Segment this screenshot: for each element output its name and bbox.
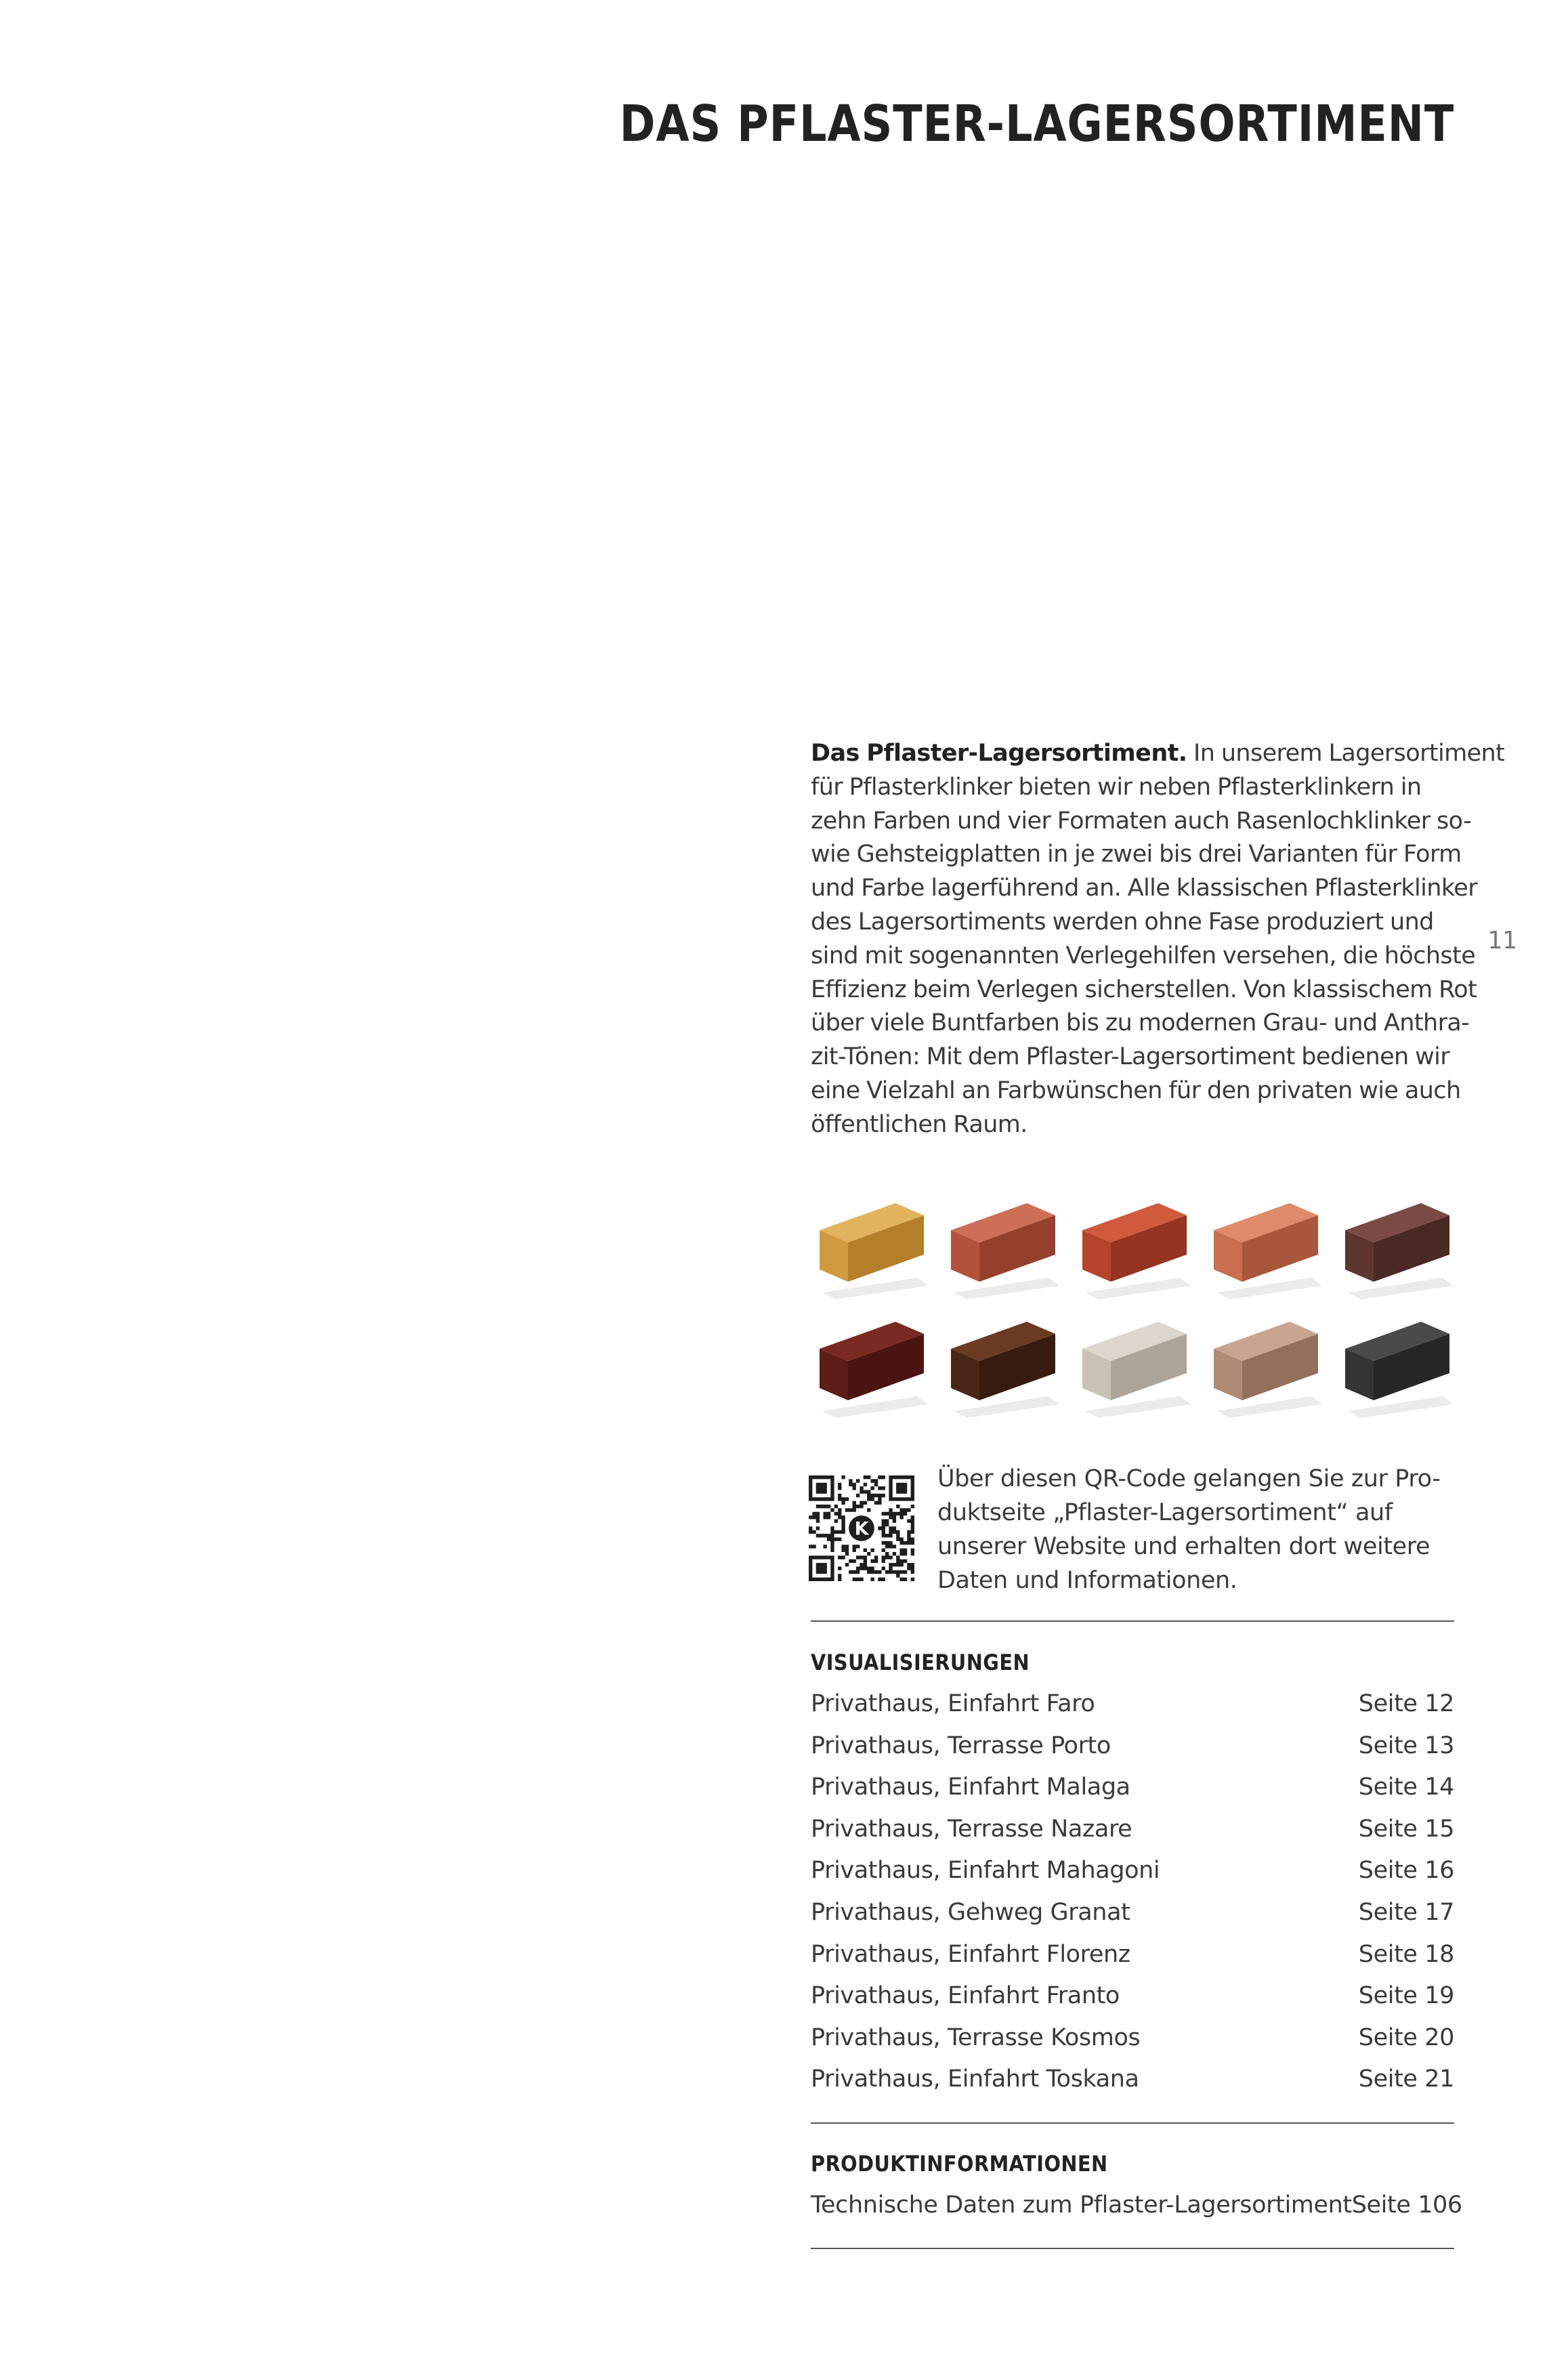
intro-lead: Das Pflaster-Lagersortiment. xyxy=(811,740,1187,767)
qr-finder-inner xyxy=(816,1563,827,1574)
brick-shadow-face xyxy=(1348,1278,1454,1299)
toc-label: Privathaus, Terrasse Kosmos xyxy=(811,2024,1141,2051)
brick-swatch xyxy=(1332,1186,1463,1304)
brick-shadow-face xyxy=(1216,1396,1322,1418)
brick-shadow-face xyxy=(1348,1396,1454,1418)
toc-row[interactable] xyxy=(811,2189,1462,2231)
visualisierungen-list xyxy=(811,1687,1454,2105)
intro-line: zehn Farben und vier Formaten auch Rasenlochklinker so- xyxy=(811,807,1472,835)
divider xyxy=(811,2122,1454,2124)
qr-finder-inner xyxy=(816,1483,827,1494)
intro-line-1 xyxy=(811,737,1505,771)
brick-shadow-face xyxy=(822,1396,928,1418)
toc-label: Privathaus, Terrasse Nazare xyxy=(811,1815,1132,1843)
brick-swatch-graphic xyxy=(1341,1316,1454,1418)
brick-swatch xyxy=(1200,1304,1332,1423)
toc-label: Privathaus, Gehweg Granat xyxy=(811,1898,1130,1926)
brick-shadow-face xyxy=(1085,1278,1191,1299)
toc-label: Privathaus, Einfahrt Franto xyxy=(811,1982,1120,2010)
qr-logo-letter: K xyxy=(854,1518,869,1540)
brick-swatch xyxy=(937,1304,1069,1423)
qr-description-line: Über diesen QR-Code gelangen Sie zur Pro- xyxy=(937,1465,1441,1492)
brick-shadow-face xyxy=(954,1396,1059,1418)
brick-swatch-graphic xyxy=(1210,1198,1322,1299)
brick-swatch-graphic xyxy=(815,1316,928,1418)
intro-line: des Lagersortiments werden ohne Fase produziert und xyxy=(811,908,1434,936)
toc-page: Seite 19 xyxy=(1358,1982,1454,2010)
toc-row[interactable] xyxy=(811,2021,1454,2063)
intro-line: Effizienz beim Verlegen sicherstellen. Von klassischem Rot xyxy=(811,976,1477,1003)
toc-page: Seite 14 xyxy=(1358,1774,1454,1801)
toc-label: Privathaus, Einfahrt Florenz xyxy=(811,1940,1130,1968)
brick-swatch xyxy=(806,1186,937,1304)
toc-page: Seite 21 xyxy=(1358,2066,1454,2093)
brick-swatch xyxy=(1332,1304,1463,1423)
brick-swatch-graphic xyxy=(815,1198,928,1299)
toc-row[interactable] xyxy=(811,1729,1454,1771)
brick-swatch xyxy=(1069,1186,1200,1304)
intro-line: öffentlichen Raum. xyxy=(811,1110,1027,1138)
toc-label: Technische Daten zum Pflaster-Lagersortiment xyxy=(811,2192,1352,2219)
qr-description-line: duktseite „Pflaster-Lagersortiment“ auf xyxy=(937,1499,1393,1526)
qr-description xyxy=(937,1462,1466,1597)
intro-text: In unserem Lagersortiment xyxy=(1187,740,1505,767)
qr-finder-inner xyxy=(896,1483,907,1494)
qr-description-line: unserer Website und erhalten dort weitere xyxy=(937,1533,1431,1560)
brick-swatch xyxy=(806,1304,937,1423)
brick-swatch-graphic xyxy=(1078,1198,1191,1299)
intro-line: für Pflasterklinker bieten wir neben Pflasterklinkern in xyxy=(811,773,1422,801)
brick-swatch xyxy=(1069,1304,1200,1423)
toc-page: Seite 15 xyxy=(1358,1815,1454,1843)
toc-row[interactable] xyxy=(811,2063,1454,2105)
brick-swatch xyxy=(1200,1186,1332,1304)
toc-page: Seite 106 xyxy=(1351,2192,1462,2219)
toc-page: Seite 17 xyxy=(1358,1898,1454,1926)
toc-row[interactable] xyxy=(811,1813,1454,1855)
toc-label: Privathaus, Einfahrt Mahagoni xyxy=(811,1857,1160,1885)
toc-page: Seite 13 xyxy=(1358,1732,1454,1759)
toc-label: Privathaus, Einfahrt Malaga xyxy=(811,1774,1130,1801)
toc-label: Privathaus, Einfahrt Faro xyxy=(811,1690,1095,1717)
toc-page: Seite 18 xyxy=(1358,1940,1454,1968)
intro-line: sind mit sogenannten Verlegehilfen versehen, die höchste xyxy=(811,942,1476,969)
toc-row[interactable] xyxy=(811,1979,1454,2021)
brick-shadow-face xyxy=(822,1278,928,1299)
toc-page: Seite 16 xyxy=(1358,1857,1454,1885)
qr-description-line: Daten und Informationen. xyxy=(937,1567,1237,1594)
toc-row[interactable] xyxy=(811,1687,1454,1729)
produktinformationen-heading: PRODUKTINFORMATIONEN xyxy=(811,2151,1108,2177)
intro-line: über viele Buntfarben bis zu modernen Grau- und Anthra- xyxy=(811,1009,1470,1037)
toc-row[interactable] xyxy=(811,1771,1454,1813)
toc-label: Privathaus, Einfahrt Toskana xyxy=(811,2066,1139,2093)
toc-row[interactable] xyxy=(811,1938,1454,1980)
brick-swatch-graphic xyxy=(1341,1198,1454,1299)
intro-line: und Farbe lagerführend an. Alle klassischen Pflasterklinker xyxy=(811,875,1478,902)
visualisierungen-heading: VISUALISIERUNGEN xyxy=(811,1650,1030,1675)
brick-shadow-face xyxy=(954,1278,1059,1299)
intro-line: wie Gehsteigplatten in je zwei bis drei Varianten für Form xyxy=(811,841,1462,868)
toc-row[interactable] xyxy=(811,1854,1454,1896)
toc-page: Seite 12 xyxy=(1358,1690,1454,1717)
toc-row[interactable] xyxy=(811,1896,1454,1938)
brick-shadow-face xyxy=(1085,1396,1191,1418)
brick-color-swatches xyxy=(806,1186,1463,1423)
brick-swatch-graphic xyxy=(1078,1316,1191,1418)
qr-code[interactable] xyxy=(809,1475,914,1581)
brick-swatch-graphic xyxy=(947,1198,1059,1299)
brick-swatch-graphic xyxy=(947,1316,1059,1418)
toc-label: Privathaus, Terrasse Porto xyxy=(811,1732,1111,1759)
page-title: DAS PFLASTER-LAGERSORTIMENT xyxy=(619,95,1454,153)
intro-line: zit-Tönen: Mit dem Pflaster-Lagersortiment bedienen wir xyxy=(811,1043,1450,1071)
divider xyxy=(811,2248,1454,2249)
brick-swatch xyxy=(937,1186,1069,1304)
intro-line: eine Vielzahl an Farbwünschen für den privaten wie auch xyxy=(811,1076,1461,1104)
brick-swatch-graphic xyxy=(1210,1316,1322,1418)
toc-page: Seite 20 xyxy=(1358,2024,1454,2051)
page-number: 11 xyxy=(1487,927,1517,955)
produktinformationen-list xyxy=(811,2189,1462,2231)
brick-shadow-face xyxy=(1216,1278,1322,1299)
divider xyxy=(811,1620,1454,1622)
